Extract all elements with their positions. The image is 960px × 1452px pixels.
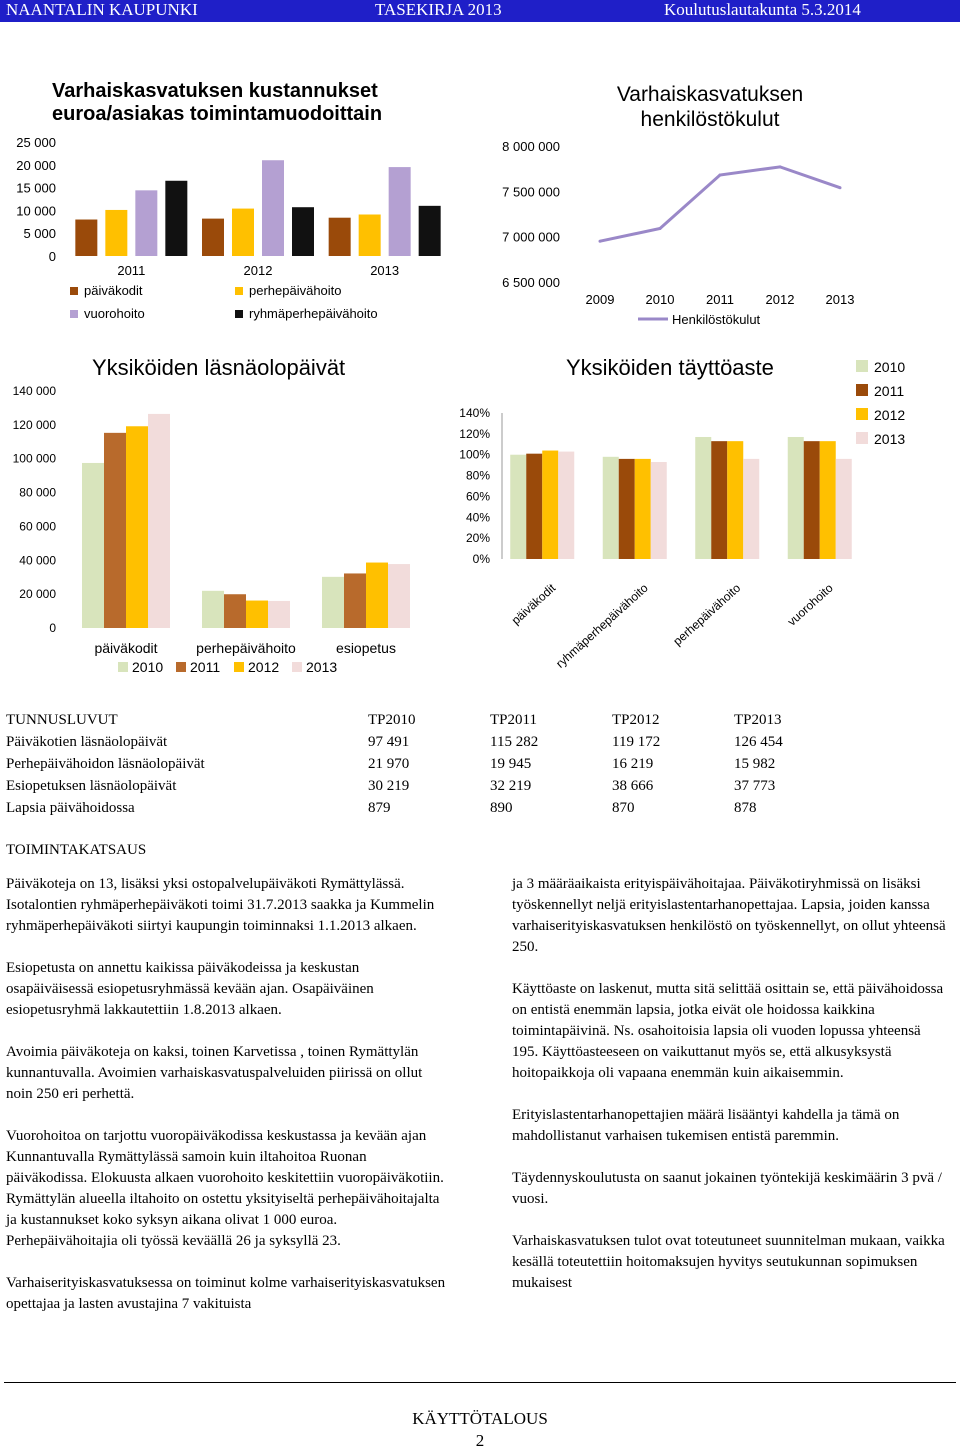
row-label: Esiopetuksen läsnäolopäivät — [6, 778, 177, 794]
bar — [711, 441, 727, 559]
section-title: TOIMINTAKATSAUS — [6, 842, 147, 858]
table-row — [6, 756, 824, 778]
row-label: Lapsia päivähoidossa — [6, 800, 135, 816]
fill-rate-chart-svg — [440, 345, 960, 690]
bar — [135, 190, 157, 256]
bar — [389, 167, 411, 256]
legend-label: 2011 — [874, 383, 905, 399]
bar — [148, 414, 170, 628]
x-tick-label: 2013 — [825, 292, 855, 307]
cell-value: 97 491 — [368, 734, 410, 750]
legend-swatch — [235, 287, 243, 295]
bar — [510, 455, 526, 559]
bar — [388, 564, 410, 628]
x-tick-label: 2011 — [706, 292, 734, 307]
bar — [344, 573, 366, 628]
bar — [202, 219, 224, 256]
bar — [542, 451, 558, 559]
bar — [366, 563, 388, 628]
x-tick-label: perhepäivähoito — [196, 640, 296, 656]
bar — [804, 441, 820, 559]
left-column — [6, 874, 446, 1336]
legend-label: 2012 — [874, 407, 906, 423]
bar — [788, 437, 804, 559]
cell-value: 32 219 — [490, 778, 532, 794]
bar — [329, 218, 351, 256]
paragraph: Esiopetusta on annettu kaikissa päiväkodeissa ja keskustan osapäiväisessä esiopetusryhmässä kevään ajan. Osapäiväinen esiopetusryhmä lakkautettiin 1.8.2013 alkaen. — [6, 960, 374, 1018]
x-tick-label: 2012 — [243, 263, 273, 278]
y-tick-label: 20 000 — [19, 587, 56, 602]
cell-value: 115 282 — [490, 734, 539, 750]
legend-label: Henkilöstökulut — [672, 312, 761, 327]
header-left: NAANTALIN KAUPUNKI — [6, 0, 198, 19]
cell-value: 30 219 — [368, 778, 410, 794]
bar — [820, 441, 836, 559]
chart-title: Yksiköiden läsnäolopäivät — [92, 355, 346, 380]
y-tick-label: 140% — [459, 406, 490, 420]
paragraph: Erityislastentarhanopettajien määrä lisääntyi kahdella ja tämä on mahdollistanut varhaisen tukemisen entistä paremmin. — [512, 1107, 900, 1144]
cell-value: 119 172 — [612, 734, 661, 750]
bar — [836, 459, 852, 559]
x-tick-label: 2010 — [645, 292, 675, 307]
cell-value: 16 219 — [612, 756, 654, 772]
bar — [419, 206, 441, 256]
legend-swatch — [176, 662, 186, 672]
bar — [359, 215, 381, 256]
legend-label: ryhmäperhepäivähoito — [249, 306, 378, 321]
x-tick-label: päiväkodit — [94, 640, 158, 656]
y-tick-label: 8 000 000 — [502, 139, 560, 154]
chart-title: Varhaiskasvatuksen henkilöstökulut — [616, 83, 804, 131]
series-line — [600, 167, 840, 241]
x-tick-label: 2011 — [117, 263, 146, 278]
legend-label: päiväkodit — [84, 283, 143, 298]
x-tick-label: 2012 — [765, 292, 795, 307]
paragraph: Vuorohoitoa on tarjottu vuoropäiväkodissa keskustassa ja kevään ajan Kunnantuvalla Rymättylässä samoin kuin iltahoitoa Ruonan päiväkodissa. Elokuusta alkaen vuorohoito keskitettiin vuoropäiväkotiin. Rymättylän alueella iltahoito on ostettu yksityiseltä perhepäivähoitajalta ja kustannukset koko syksyn aikana olivat 1 000 euroa. Perhepäivähoitajia oli työssä keväällä 26 ja syksyllä 23. — [6, 1128, 444, 1249]
legend-swatch — [856, 384, 868, 396]
y-tick-label: 5 000 — [23, 226, 56, 242]
legend-swatch — [118, 662, 128, 672]
chart-costs-per-client — [0, 70, 470, 330]
cell-value: 879 — [368, 800, 391, 816]
bar — [202, 591, 224, 628]
legend-swatch — [70, 287, 78, 295]
y-tick-label: 100 000 — [12, 451, 56, 466]
paragraph: Täydennyskoulutusta on saanut jokainen työntekijä keskimäärin 3 pvä / vuosi. — [512, 1170, 942, 1207]
footer-rule — [4, 1382, 956, 1383]
bar — [635, 459, 651, 559]
bar — [322, 577, 344, 628]
right-column — [512, 874, 950, 1315]
legend-label: 2012 — [248, 659, 280, 675]
bar — [105, 210, 127, 256]
y-tick-label: 60 000 — [19, 519, 56, 534]
legend-swatch — [235, 310, 243, 318]
bar — [619, 459, 635, 559]
table-header-row — [6, 712, 824, 734]
legend-swatch — [856, 360, 868, 372]
table-row — [6, 800, 824, 822]
y-tick-label: 6 500 000 — [502, 275, 560, 290]
key-figures-table — [6, 712, 824, 822]
bar — [268, 601, 290, 628]
footer-title: KÄYTTÖTALOUS — [412, 1409, 548, 1428]
header-right: Koulutuslautakunta 5.3.2014 — [664, 0, 861, 19]
attendance-chart-svg — [0, 345, 440, 690]
y-tick-label: 7 500 000 — [502, 184, 560, 200]
table-row — [6, 778, 824, 800]
y-tick-label: 25 000 — [16, 135, 56, 150]
bar — [651, 462, 667, 559]
header-center: TASEKIRJA 2013 — [375, 0, 502, 19]
cell-value: 15 982 — [734, 756, 776, 772]
data-point — [719, 174, 722, 177]
data-point — [599, 240, 602, 243]
x-tick-label: esiopetus — [336, 640, 396, 656]
y-tick-label: 10 000 — [16, 203, 56, 219]
chart-personnel-costs — [480, 70, 960, 330]
legend-label: 2013 — [874, 431, 906, 447]
chart-attendance-days — [0, 345, 440, 690]
paragraph: Varhaiserityiskasvatuksessa on toiminut kolme varhaiserityiskasvatuksen opettajaa ja lasten avustajina 7 vakituista — [6, 1275, 446, 1312]
legend-swatch — [292, 662, 302, 672]
y-tick-label: 80% — [465, 468, 490, 483]
data-point — [779, 165, 782, 168]
cell-value: 19 945 — [490, 756, 532, 772]
y-tick-label: 20% — [465, 531, 490, 546]
y-tick-label: 120 000 — [12, 417, 56, 432]
paragraph: Käyttöaste on laskenut, mutta sitä selittää osittain se, että päivähoidossa on entistä enemmän lapsia, jotka eivät ole hoidossa kaikkina toimintapäivinä. Ns. osahoitoisia lapsia oli vuoden lopussa yhteensä 195. Käyttöasteeseen on vaikuttanut myös se, että alkusyksystä hoitopaikkoja oli vapaana enemmän kuin aikaisemmin. — [512, 981, 944, 1081]
cell-value: 870 — [612, 800, 635, 816]
cell-value: TP2012 — [612, 712, 660, 728]
bar — [82, 463, 104, 628]
chart-title: Varhaiskasvatuksen kustannukset euroa/asiakas toimintamuodoittain — [52, 80, 383, 125]
legend-label: 2013 — [306, 659, 338, 675]
row-label: Päiväkotien läsnäolopäivät — [6, 734, 168, 750]
row-label: Perhepäivähoidon läsnäolopäivät — [6, 756, 205, 772]
y-tick-label: 7 000 000 — [502, 229, 560, 245]
costs-chart-svg — [0, 70, 470, 330]
x-tick-label: päiväkodit — [508, 580, 559, 628]
x-tick-label: 2013 — [370, 263, 400, 278]
bar — [232, 209, 254, 256]
paragraph: Päiväkoteja on 13, lisäksi yksi ostopalvelupäiväkoti Rymättylässä. Isotalontien ryhmäperhepäiväkoti toimi 31.7.2013 saakka ja Kummelin ryhmäperhepäiväkoti siirtyi kaupungin toiminnaksi 1.1.2013 alkaen. — [6, 876, 435, 934]
y-tick-label: 120% — [459, 426, 490, 441]
bar — [224, 594, 246, 628]
page-number: 2 — [475, 1431, 485, 1450]
cell-value: 37 773 — [734, 778, 776, 794]
cell-value: 890 — [490, 800, 513, 816]
legend-swatch — [856, 432, 868, 444]
legend-label: 2011 — [190, 659, 221, 675]
paragraph: ja 3 määräaikaista erityispäivähoitajaa. Päiväkotiryhmissä on lisäksi työskennellyt neljä erityislastentarhanopettajaa. Lapsia, joiden kanssa varhaiserityiskasvatuksen henkilöstö on työskennellyt, on ollut yhteensä 250. — [512, 876, 946, 955]
x-tick-label: perhepäivähoito — [670, 580, 744, 649]
cell-value: 38 666 — [612, 778, 654, 794]
paragraph: Avoimia päiväkoteja on kaksi, toinen Karvetissa , toinen Rymättylän kunnantuvalla. Avoimien varhaiskasvatuspalveluiden piirissä on ollut noin 250 eri perhettä. — [6, 1044, 423, 1102]
cell-value: TP2010 — [368, 712, 416, 728]
y-tick-label: 0 — [49, 621, 56, 635]
bar — [558, 452, 574, 559]
legend-swatch — [234, 662, 244, 672]
cell-value: 126 454 — [734, 734, 783, 750]
cell-value: 878 — [734, 800, 757, 816]
legend-swatch — [70, 310, 78, 318]
row-label: TUNNUSLUVUT — [6, 712, 118, 728]
legend-swatch — [856, 408, 868, 420]
bar — [727, 441, 743, 559]
bar — [603, 457, 619, 559]
data-point — [659, 227, 662, 230]
y-tick-label: 0% — [472, 552, 490, 566]
y-tick-label: 20 000 — [16, 157, 56, 173]
bar — [292, 207, 314, 256]
bar — [246, 601, 268, 628]
paragraph: Varhaiskasvatuksen tulot ovat toteutuneet suunnitelman mukaan, vaikka kesällä toteutettiin hoitomaksujen hyvitys seutukunnan sopimuksen mukaisest — [512, 1233, 945, 1291]
y-tick-label: 140 000 — [12, 384, 56, 398]
bar — [104, 433, 126, 628]
chart-title: Yksiköiden täyttöaste — [566, 355, 774, 380]
bar — [126, 426, 148, 628]
page-header — [0, 0, 960, 22]
cell-value: TP2013 — [734, 712, 782, 728]
legend-label: 2010 — [132, 659, 164, 675]
table-row — [6, 734, 824, 756]
x-tick-label: ryhmäperhepäivähoito — [553, 580, 651, 671]
legend-label: vuorohoito — [84, 306, 145, 321]
y-tick-label: 100% — [459, 447, 490, 462]
personnel-chart-svg — [480, 70, 960, 330]
y-tick-label: 40% — [465, 510, 490, 525]
x-tick-label: 2009 — [585, 292, 615, 307]
y-tick-label: 15 000 — [16, 180, 56, 196]
y-tick-label: 60% — [465, 489, 490, 504]
bar — [695, 437, 711, 559]
bar — [262, 160, 284, 256]
x-tick-label: vuorohoito — [784, 580, 836, 629]
bar — [75, 220, 97, 256]
y-tick-label: 0 — [48, 249, 56, 264]
bar — [165, 181, 187, 256]
legend-label: perhepäivähoito — [249, 283, 342, 298]
cell-value: TP2011 — [490, 712, 537, 728]
y-tick-label: 40 000 — [19, 553, 56, 568]
chart-fill-rate — [440, 345, 960, 690]
y-tick-label: 80 000 — [19, 485, 56, 500]
bar — [743, 459, 759, 559]
cell-value: 21 970 — [368, 756, 410, 772]
legend-label: 2010 — [874, 359, 906, 375]
bar — [526, 454, 542, 559]
data-point — [839, 186, 842, 189]
